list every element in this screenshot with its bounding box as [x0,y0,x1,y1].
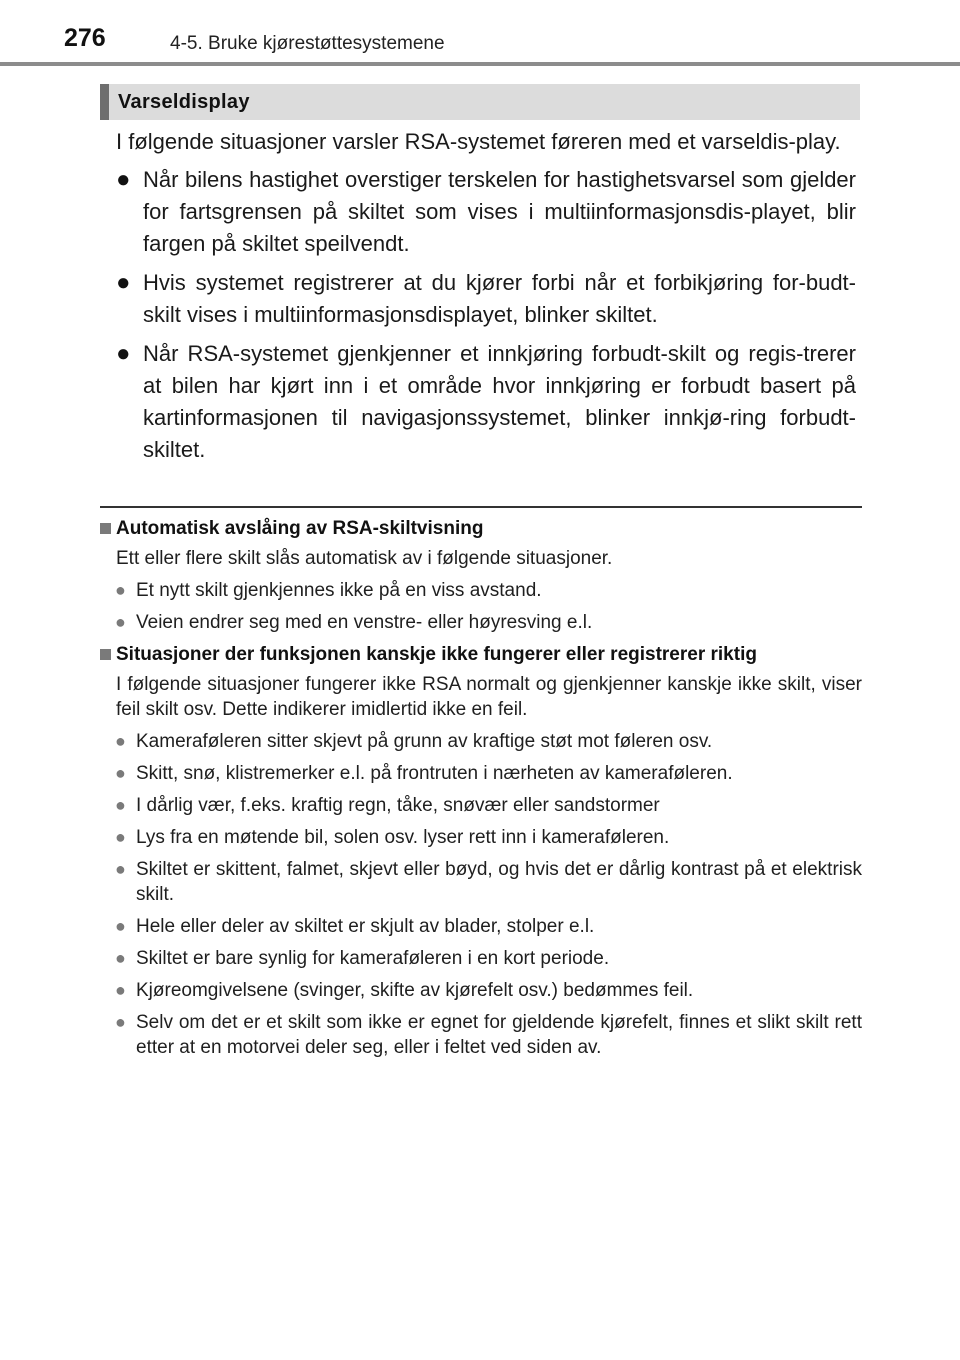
bullet-text: Skitt, snø, klistremerker e.l. på frontruten i nærheten av kameraføleren. [136,763,733,784]
bullet-text: Kjøreomgivelsene (svinger, skifte av kjørefelt osv.) bedømmes feil. [136,980,694,1001]
list-item [116,164,856,260]
list-item [100,729,862,754]
bullet-icon: ● [115,980,126,1000]
bullet-icon: ● [116,340,131,367]
bullet-icon: ● [115,763,126,783]
list-item [100,1010,862,1060]
bullet-icon: ● [115,795,126,815]
main-content [116,126,856,473]
page-number: 276 [64,24,106,52]
list-item [100,914,862,939]
bullet-text: Hele eller deler av skiltet er skjult av blader, stolper e.l. [136,916,595,937]
bullet-icon: ● [115,827,126,847]
list-item [116,338,856,466]
bullet-text: Når RSA-systemet gjenkjenner et innkjøring forbudt-skilt og regis-trerer at bilen har kjørt inn i et område hvor innkjøring er forbudt basert på kartinformasjonen til navigasjonssystemet, blinker innkjø-ring forbudt-skiltet. [143,341,856,462]
bullet-text: Skiltet er skittent, falmet, skjevt eller bøyd, og hvis det er dårlig kontrast på et elektrisk skilt. [136,859,862,905]
note-heading-text: Automatisk avslåing av RSA-skiltvisning [116,518,484,539]
bullet-icon: ● [115,580,126,600]
list-item [100,578,862,603]
bullet-text: Når bilens hastighet overstiger terskelen for hastighetsvarsel som gjelder for fartsgrensen på skiltet som vises i multiinformasjonsdis-playet, blir fargen på skiltet speilvendt. [143,167,856,256]
bullet-text: Veien endrer seg med en venstre- eller høyresving e.l. [136,612,593,633]
list-item [116,267,856,331]
header-rule [0,62,960,66]
bullet-icon: ● [115,612,126,632]
section-accent [100,84,109,120]
bullet-text: Skiltet er bare synlig for kameraføleren i en kort periode. [136,948,610,969]
note-heading [100,642,862,668]
note-text: I følgende situasjoner fungerer ikke RSA normalt og gjenkjenner kanskje ikke skilt, viser feil skilt osv. Dette indikerer imidlertid ikke en feil. [116,674,862,720]
square-bullet-icon [100,523,111,534]
list-item [100,946,862,971]
section-divider [100,506,862,508]
bullet-icon: ● [116,166,131,193]
bullet-text: Et nytt skilt gjenkjennes ikke på en viss avstand. [136,580,542,601]
bullet-icon: ● [115,948,126,968]
square-bullet-icon [100,649,111,660]
intro-paragraph: I følgende situasjoner varsler RSA-systemet føreren med et varseldis-play. [116,129,841,154]
note-heading [100,516,862,542]
note-text: Ett eller flere skilt slås automatisk av i følgende situasjoner. [116,548,613,569]
bullet-text: Kameraføleren sitter skjevt på grunn av kraftige støt mot føleren osv. [136,731,713,752]
list-item [100,825,862,850]
list-item [100,978,862,1003]
bullet-text: Lys fra en møtende bil, solen osv. lyser rett inn i kameraføleren. [136,827,670,848]
bullet-text: Hvis systemet registrerer at du kjører forbi når et forbikjøring for-budt-skilt vises i multiinformasjonsdisplayet, blinker skiltet. [143,270,856,327]
bullet-icon: ● [116,269,131,296]
note-heading-text: Situasjoner der funksjonen kanskje ikke fungerer eller registrerer riktig [116,644,757,665]
list-item [100,857,862,907]
page-header [0,0,960,66]
list-item [100,761,862,786]
bullet-text: I dårlig vær, f.eks. kraftig regn, tåke, snøvær eller sandstormer [136,795,660,816]
bullet-icon: ● [115,1012,126,1032]
section-heading-bar [100,84,860,120]
bullet-icon: ● [115,859,126,879]
bullet-icon: ● [115,731,126,751]
section-title: Varseldisplay [118,91,250,113]
bullet-text: Selv om det er et skilt som ikke er egnet for gjeldende kjørefelt, finnes et slikt skilt rett etter at en motorvei deler seg, eller i feltet ved siden av. [136,1012,862,1058]
chapter-title: 4-5. Bruke kjørestøttesystemene [170,33,445,54]
list-item [100,610,862,635]
bullet-icon: ● [115,916,126,936]
notes-section [100,516,862,1067]
list-item [100,793,862,818]
